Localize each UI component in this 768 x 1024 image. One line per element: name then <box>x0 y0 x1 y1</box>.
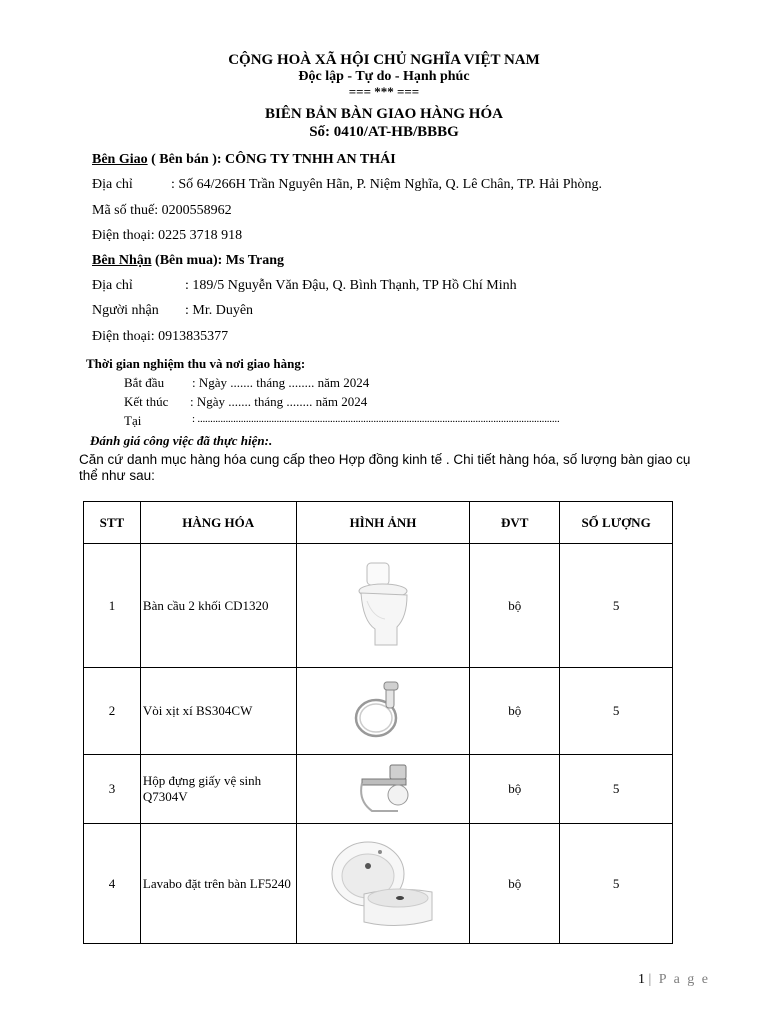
row-stt: 4 <box>84 824 141 944</box>
buyer-name: (Bên mua): Ms Trang <box>151 253 285 268</box>
toilet-image <box>353 561 413 651</box>
header-stt: STT <box>84 502 141 544</box>
row-unit: bộ <box>470 755 560 824</box>
row-goods-name: Hộp đựng giấy vệ sinh Q7304V <box>140 755 296 824</box>
start-label: Bắt đầu <box>124 375 165 390</box>
buyer-address-label: Địa chỉ <box>92 278 133 293</box>
start-value: : Ngày ....... tháng ........ năm 2024 <box>192 375 370 390</box>
page-footer <box>638 972 710 988</box>
table-header-row <box>84 502 673 544</box>
seller-heading <box>92 152 396 168</box>
table-row <box>84 668 673 755</box>
buyer-heading <box>92 253 284 269</box>
document-number: Số: 0410/AT-HB/BBBG <box>309 124 459 140</box>
seller-phone: Điện thoại: 0225 3718 918 <box>92 228 243 243</box>
header-goods: HÀNG HÓA <box>140 502 296 544</box>
evaluation-heading: Đánh giá công việc đã thực hiện:. <box>90 433 273 448</box>
table-row <box>84 824 673 944</box>
motto: Độc lập - Tự do - Hạnh phúc <box>298 69 470 84</box>
row-unit: bộ <box>470 544 560 668</box>
schedule-heading: Thời gian nghiệm thu và nơi giao hàng: <box>86 356 306 371</box>
goods-table <box>83 501 673 944</box>
page-number: 1 <box>638 972 645 987</box>
bidet-spray-image <box>350 678 416 744</box>
seller-label: Bên Giao <box>92 152 148 167</box>
row-goods-name: Vòi xịt xí BS304CW <box>140 668 296 755</box>
table-row <box>84 544 673 668</box>
header-image: HÌNH ẢNH <box>296 502 470 544</box>
row-image-cell <box>296 824 470 944</box>
end-label: Kết thúc <box>124 394 169 409</box>
seller-address: : Số 64/266H Trần Nguyên Hãn, P. Niệm Nghĩa, Q. Lê Chân, TP. Hải Phòng. <box>171 177 603 192</box>
intro-line-2: thể như sau: <box>79 468 155 483</box>
row-goods-name: Bàn cầu 2 khối CD1320 <box>140 544 296 668</box>
stars-divider: === *** === <box>348 84 420 99</box>
toilet-paper-holder-image <box>348 755 418 823</box>
row-image-cell <box>296 544 470 668</box>
buyer-address: : 189/5 Nguyễn Văn Đậu, Q. Bình Thạnh, TP Hồ Chí Minh <box>185 278 517 293</box>
intro-line-1: Căn cứ danh mục hàng hóa cung cấp theo Hợp đồng kinh tế . Chi tiết hàng hóa, số lượng bàn giao cụ <box>79 452 691 467</box>
row-quantity: 5 <box>560 755 673 824</box>
seller-name: ( Bên bán ): CÔNG TY TNHH AN THÁI <box>147 152 396 167</box>
row-quantity: 5 <box>560 544 673 668</box>
row-image-cell <box>296 755 470 824</box>
location-value: : .............................................................................................................................................. <box>192 413 560 425</box>
row-goods-name: Lavabo đặt trên bàn LF5240 <box>140 824 296 944</box>
page-label: | P a g e <box>648 972 710 987</box>
row-unit: bộ <box>470 668 560 755</box>
country-heading: CỘNG HOÀ XÃ HỘI CHỦ NGHĨA VIỆT NAM <box>228 52 540 68</box>
buyer-label: Bên Nhận <box>92 253 152 268</box>
header-quantity: SỐ LƯỢNG <box>560 502 673 544</box>
seller-address-label: Địa chỉ <box>92 177 133 192</box>
buyer-phone: Điện thoại: 0913835377 <box>92 329 229 344</box>
row-stt: 3 <box>84 755 141 824</box>
seller-tax-code: Mã số thuế: 0200558962 <box>92 203 232 218</box>
table-row <box>84 755 673 824</box>
document-title: BIÊN BẢN BÀN GIAO HÀNG HÓA <box>265 106 503 122</box>
washbasin-image <box>328 836 438 932</box>
buyer-receiver-label: Người nhận <box>92 303 159 318</box>
row-stt: 1 <box>84 544 141 668</box>
row-quantity: 5 <box>560 668 673 755</box>
location-label: Tại <box>124 413 142 428</box>
header-unit: ĐVT <box>470 502 560 544</box>
end-value: : Ngày ....... tháng ........ năm 2024 <box>190 394 368 409</box>
row-stt: 2 <box>84 668 141 755</box>
buyer-receiver: : Mr. Duyên <box>185 303 254 318</box>
row-image-cell <box>296 668 470 755</box>
row-unit: bộ <box>470 824 560 944</box>
row-quantity: 5 <box>560 824 673 944</box>
